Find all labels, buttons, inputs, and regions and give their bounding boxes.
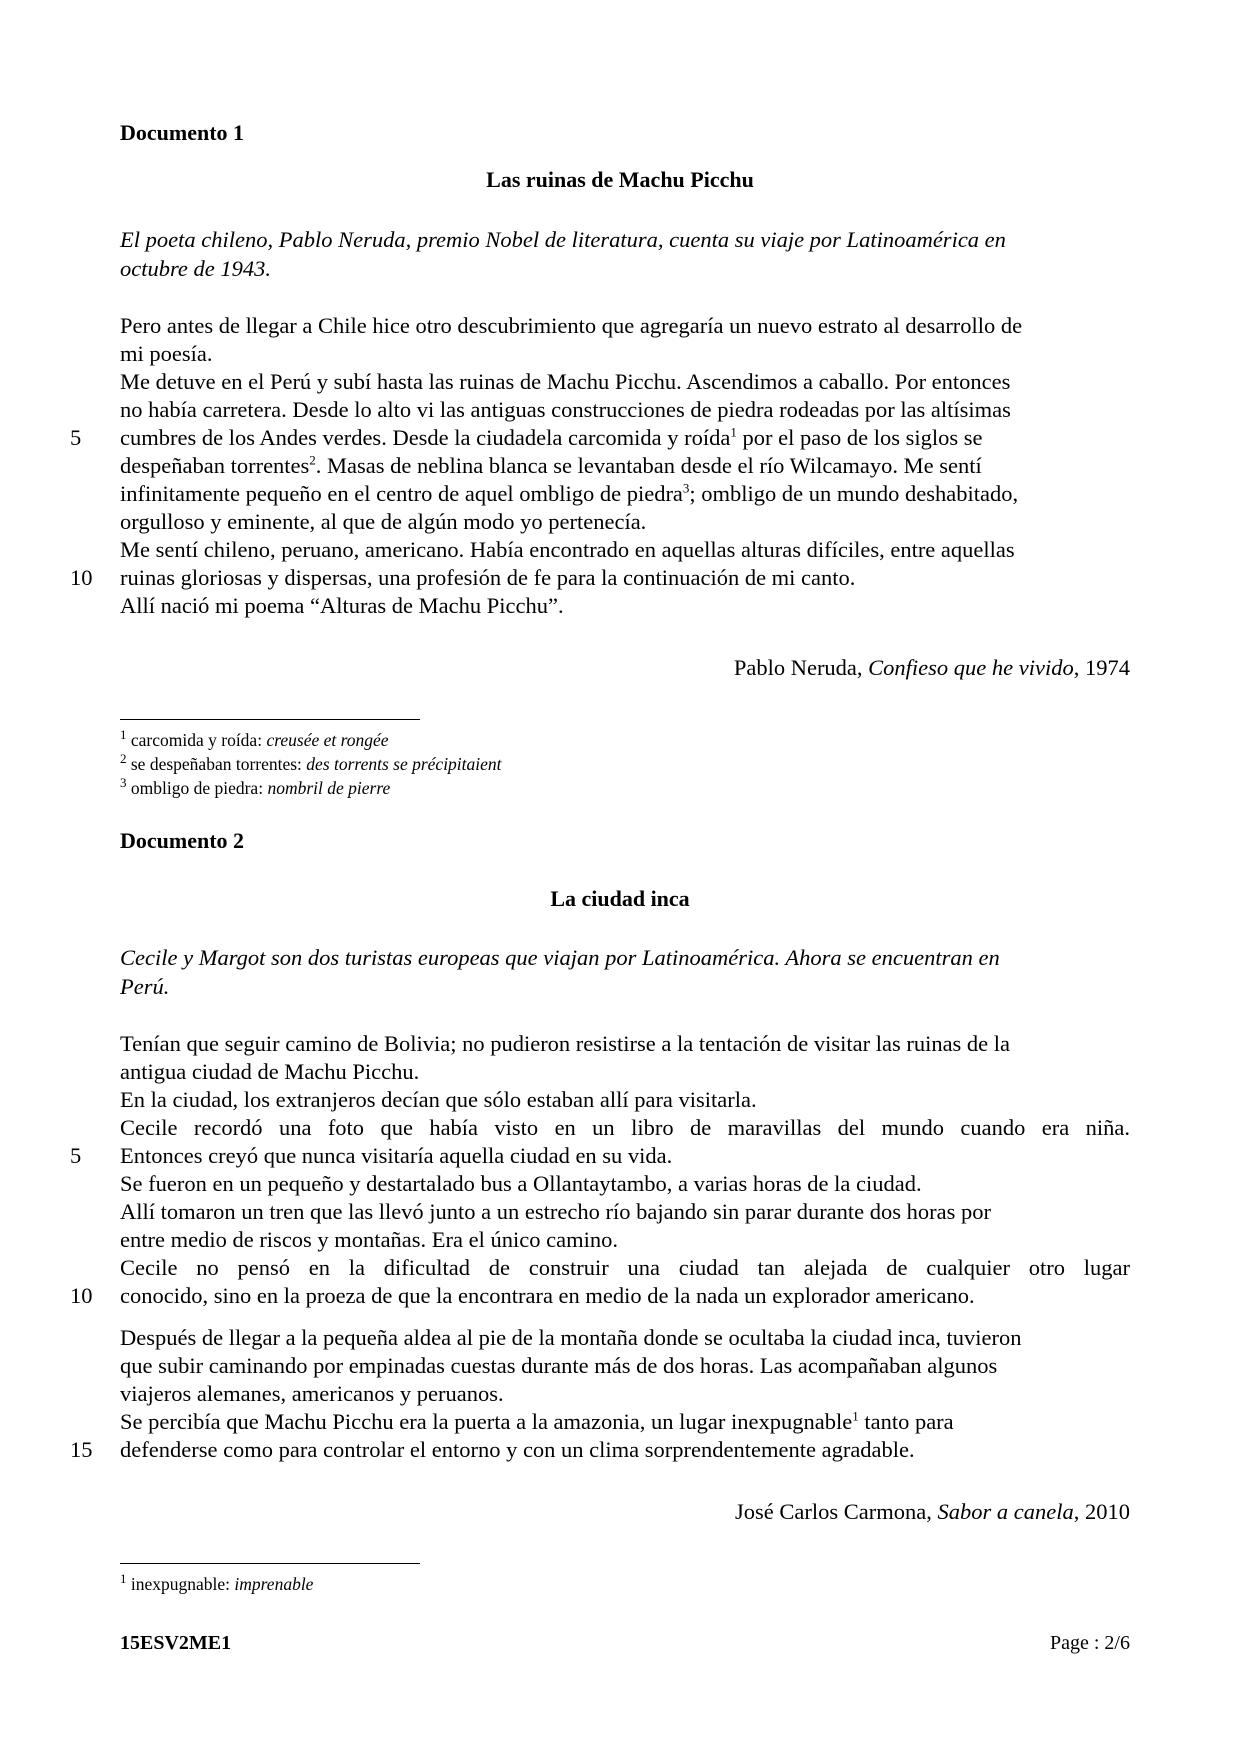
doc2-text-line: Se percibía que Machu Picchu era la puerta a la amazonia, un lugar inexpugnable$^1$ tanto para bbox=[120, 1408, 954, 1434]
doc2-intro-line: Perú. bbox=[120, 974, 170, 999]
doc2-text-line: Cecile no pensó en la dificultad de construir una ciudad tan alejada de cualquier otro lugar bbox=[120, 1255, 1130, 1280]
doc2-text-line: Después de llegar a la pequeña aldea al pie de la montaña donde se ocultaba la ciudad inca, tuvieron bbox=[120, 1325, 1022, 1350]
doc1-text-line: infinitamente pequeño en el centro de aquel ombligo de piedra$^3$; ombligo de un mundo deshabitado, bbox=[120, 480, 1019, 506]
doc1-text-line: Pero antes de llegar a Chile hice otro descubrimiento que agregaría un nuevo estrato al desarrollo de bbox=[120, 313, 1023, 338]
doc2-text-line: Cecile recordó una foto que había visto en un libro de maravillas del mundo cuando era niña. bbox=[120, 1115, 1130, 1140]
doc2-text-line: En la ciudad, los extranjeros decían que sólo estaban allí para visitarla. bbox=[120, 1087, 757, 1112]
footnote-ref: 1 bbox=[730, 424, 737, 440]
doc2-source: José Carlos Carmona, Sabor a canela, 2010 bbox=[735, 1499, 1130, 1524]
doc1-text-line: despeñaban torrentes$^2$. Masas de neblina blanca se levantaban desde el río Wilcamayo. Me sentí bbox=[120, 452, 982, 478]
doc1-title: Las ruinas de Machu Picchu bbox=[486, 167, 754, 192]
doc1-text-line: cumbres de los Andes verdes. Desde la ciudadela carcomida y roída$^1$ por el paso de los siglos se bbox=[120, 424, 983, 450]
doc2-text-line: que subir caminando por empinadas cuestas durante más de dos horas. Las acompañaban algunos bbox=[120, 1353, 998, 1378]
page-number: Page : 2/6 bbox=[1050, 1632, 1130, 1654]
footnote-ref: 2 bbox=[309, 452, 316, 468]
line-number: 15 bbox=[70, 1437, 93, 1462]
doc2-text-line: conocido, sino en la proeza de que la encontrara en medio de la nada un explorador americano. bbox=[120, 1283, 975, 1308]
doc1-text-line: mi poesía. bbox=[120, 341, 213, 366]
doc1-source: Pablo Neruda, Confieso que he vivido, 1974 bbox=[733, 655, 1130, 680]
doc1-text-line: orgulloso y eminente, al que de algún modo yo pertenecía. bbox=[120, 509, 647, 534]
footnote: $^2$ se despeñaban torrentes: des torrents se précipitaient bbox=[120, 751, 502, 774]
doc1-intro-line: El poeta chileno, Pablo Neruda, premio Nobel de literatura, cuenta su viaje por Latinoamérica en bbox=[120, 227, 1006, 252]
doc2-text-line: Tenían que seguir camino de Bolivia; no pudieron resistirse a la tentación de visitar las ruinas de la bbox=[120, 1031, 1011, 1056]
line-number: 10 bbox=[70, 565, 93, 590]
doc1-label: Documento 1 bbox=[120, 120, 245, 145]
doc1-text-line: Allí nació mi poema “Alturas de Machu Picchu”. bbox=[120, 593, 564, 618]
doc2-label: Documento 2 bbox=[120, 828, 245, 853]
footnote: $^1$ inexpugnable: imprenable bbox=[120, 1571, 314, 1594]
footnote-ref: 3 bbox=[682, 480, 690, 496]
doc2-text-line: viajeros alemanes, americanos y peruanos. bbox=[120, 1381, 504, 1406]
footnote: $^3$ ombligo de piedra: nombril de pierre bbox=[120, 775, 391, 798]
doc2-intro-line: Cecile y Margot son dos turistas europeas que viajan por Latinoamérica. Ahora se encuentran en bbox=[120, 945, 1000, 970]
doc1-text-line: Me detuve en el Perú y subí hasta las ruinas de Machu Picchu. Ascendimos a caballo. Por entonces bbox=[120, 369, 1011, 394]
footnote-ref: 1 bbox=[852, 1408, 859, 1424]
doc1-text-line: no había carretera. Desde lo alto vi las antiguas construcciones de piedra rodeadas por las altísimas bbox=[120, 397, 1011, 422]
doc2-text-line: antigua ciudad de Machu Picchu. bbox=[120, 1059, 420, 1084]
footnote-divider bbox=[120, 719, 420, 720]
footnote: $^1$ carcomida y roída: creusée et rongée bbox=[120, 727, 389, 750]
doc2-text-line: defenderse como para controlar el entorno y con un clima sorprendentemente agradable. bbox=[120, 1437, 915, 1462]
doc1-intro-line: octubre de 1943. bbox=[120, 256, 272, 281]
doc2-text-line: Allí tomaron un tren que las llevó junto a un estrecho río bajando sin parar durante dos horas por bbox=[120, 1199, 992, 1224]
doc1-text-line: Me sentí chileno, peruano, americano. Había encontrado en aquellas alturas difíciles, entre aquellas bbox=[120, 537, 1015, 562]
doc1-text-line: ruinas gloriosas y dispersas, una profesión de fe para la continuación de mi canto. bbox=[120, 565, 856, 590]
doc2-text-line: Entonces creyó que nunca visitaría aquella ciudad en su vida. bbox=[120, 1143, 673, 1168]
line-number: 5 bbox=[70, 425, 82, 450]
footnote-divider bbox=[120, 1563, 420, 1564]
doc2-title: La ciudad inca bbox=[550, 886, 690, 911]
line-number: 10 bbox=[70, 1283, 93, 1308]
exam-code: 15ESV2ME1 bbox=[120, 1632, 232, 1654]
line-number: 5 bbox=[70, 1143, 82, 1168]
doc2-text-line: Se fueron en un pequeño y destartalado bus a Ollantaytambo, a varias horas de la ciudad. bbox=[120, 1171, 922, 1196]
doc2-text-line: entre medio de riscos y montañas. Era el único camino. bbox=[120, 1227, 618, 1252]
